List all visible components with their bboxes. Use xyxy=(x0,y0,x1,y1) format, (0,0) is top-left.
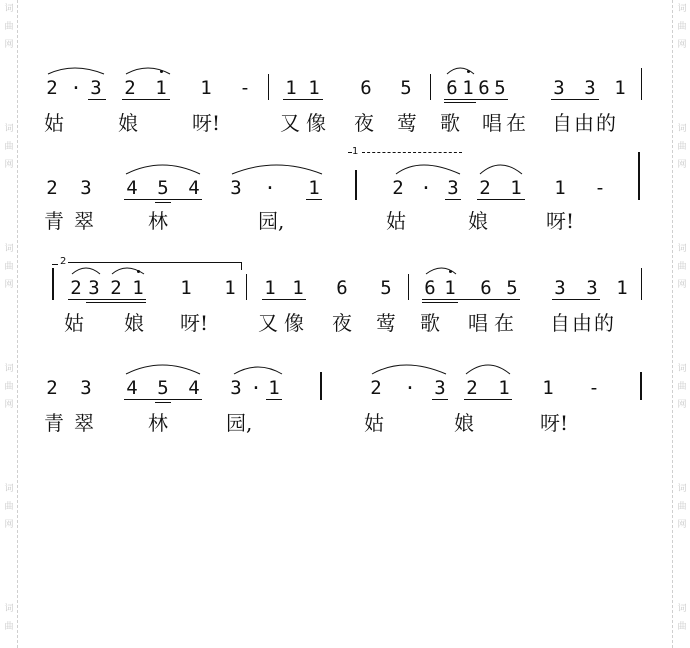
note: 6 xyxy=(336,277,348,299)
watermark-glyph: 曲 xyxy=(4,262,14,272)
note: 2 xyxy=(479,177,491,199)
watermark-glyph: 曲 xyxy=(677,382,687,392)
note: 5 xyxy=(400,77,412,99)
note: 4 xyxy=(188,377,200,399)
lyric: 园, xyxy=(226,411,253,435)
lyric: 呀! xyxy=(180,311,209,335)
note: 1 xyxy=(614,77,626,99)
lyric: 姑 xyxy=(364,411,384,435)
lyric: 青翠 xyxy=(44,411,104,435)
note: 1 xyxy=(180,277,192,299)
note: 3 xyxy=(554,277,566,299)
note: 1 xyxy=(462,77,474,99)
note: 1 xyxy=(155,77,167,99)
lyric: 娘 xyxy=(468,209,488,233)
lyric: 夜 xyxy=(354,111,374,135)
dot-note: · xyxy=(420,177,432,199)
note: 6 xyxy=(446,77,458,99)
lyric: 娘 xyxy=(124,311,144,335)
watermark-glyph: 词 xyxy=(4,244,14,254)
watermark-glyph: 词 xyxy=(677,4,687,14)
watermark-glyph: 词 xyxy=(677,364,687,374)
note: 4 xyxy=(126,377,138,399)
dash-note: - xyxy=(594,177,606,199)
watermark-glyph: 词 xyxy=(677,124,687,134)
lyric: 自由的 xyxy=(550,311,616,335)
watermark-glyph: 曲 xyxy=(4,502,14,512)
note: 5 xyxy=(157,377,169,399)
note: 1 xyxy=(132,277,144,299)
note: 6 xyxy=(478,77,490,99)
note: 4 xyxy=(126,177,138,199)
note: 1 xyxy=(510,177,522,199)
note: 1 xyxy=(285,77,297,99)
watermark-glyph: 网 xyxy=(677,400,687,410)
watermark-glyph: 曲 xyxy=(677,622,687,632)
watermark-glyph: 词 xyxy=(4,604,14,614)
lyric: 又像 xyxy=(280,111,332,135)
watermark-glyph: 网 xyxy=(4,520,14,530)
note: 2 xyxy=(124,77,136,99)
note: 5 xyxy=(506,277,518,299)
lyric: 呀! xyxy=(540,411,569,435)
note: 2 xyxy=(466,377,478,399)
note: 6 xyxy=(360,77,372,99)
note: 1 xyxy=(308,177,320,199)
lyric: 呀! xyxy=(546,209,575,233)
note: 1 xyxy=(308,77,320,99)
note: 6 xyxy=(424,277,436,299)
watermark-glyph: 词 xyxy=(4,4,14,14)
lyric: 姑 xyxy=(386,209,406,233)
lyric: 姑 xyxy=(64,311,84,335)
watermark-glyph: 网 xyxy=(677,280,687,290)
note: 3 xyxy=(230,177,242,199)
watermark-glyph: 曲 xyxy=(4,622,14,632)
note: 1 xyxy=(264,277,276,299)
note: 3 xyxy=(584,77,596,99)
lyric: 呀! xyxy=(192,111,221,135)
dot-note: · xyxy=(70,77,82,99)
lyric: 姑 xyxy=(44,111,64,135)
note: 1 xyxy=(200,77,212,99)
watermark-glyph: 词 xyxy=(677,244,687,254)
watermark-glyph: 词 xyxy=(677,604,687,614)
dot-note: · xyxy=(250,377,262,399)
note: 3 xyxy=(80,177,92,199)
note: 3 xyxy=(434,377,446,399)
watermark-glyph: 曲 xyxy=(4,22,14,32)
lyric: 唱在 xyxy=(468,311,520,335)
note: 2 xyxy=(46,77,58,99)
watermark-glyph: 曲 xyxy=(4,382,14,392)
lyric: 林 xyxy=(148,209,168,233)
note: 3 xyxy=(88,277,100,299)
dash-note: - xyxy=(239,77,251,99)
volta-2-label: 2 xyxy=(60,256,67,267)
note: 2 xyxy=(110,277,122,299)
lyric: 又像 xyxy=(258,311,310,335)
lyric: 唱在 xyxy=(482,111,530,135)
watermark-glyph: 网 xyxy=(677,160,687,170)
note: 1 xyxy=(616,277,628,299)
note: 3 xyxy=(553,77,565,99)
watermark-glyph: 曲 xyxy=(4,142,14,152)
watermark-glyph: 网 xyxy=(677,520,687,530)
watermark-glyph: 词 xyxy=(4,364,14,374)
note: 3 xyxy=(90,77,102,99)
watermark-glyph: 曲 xyxy=(677,142,687,152)
dot-note: · xyxy=(264,177,276,199)
note: 3 xyxy=(447,177,459,199)
note: 2 xyxy=(70,277,82,299)
watermark-glyph: 曲 xyxy=(677,262,687,272)
note: 1 xyxy=(554,177,566,199)
lyric: 园, xyxy=(258,209,285,233)
dash-note: - xyxy=(588,377,600,399)
volta-1-label: 1 xyxy=(352,146,359,157)
note: 2 xyxy=(392,177,404,199)
lyric: 夜 xyxy=(332,311,352,335)
note: 2 xyxy=(370,377,382,399)
watermark-glyph: 词 xyxy=(4,124,14,134)
note: 1 xyxy=(224,277,236,299)
watermark-glyph: 网 xyxy=(4,40,14,50)
watermark-glyph: 曲 xyxy=(677,502,687,512)
lyric: 莺 xyxy=(376,311,396,335)
lyric: 歌 xyxy=(440,111,460,135)
note: 1 xyxy=(444,277,456,299)
note: 5 xyxy=(157,177,169,199)
lyric: 自由的 xyxy=(552,111,618,135)
watermark-glyph: 网 xyxy=(4,400,14,410)
lyric: 林 xyxy=(148,411,168,435)
note: 1 xyxy=(268,377,280,399)
lyric: 歌 xyxy=(420,311,440,335)
watermark-glyph: 词 xyxy=(677,484,687,494)
note: 3 xyxy=(80,377,92,399)
note: 1 xyxy=(542,377,554,399)
watermark-glyph: 网 xyxy=(4,280,14,290)
note: 3 xyxy=(586,277,598,299)
lyric: 娘 xyxy=(118,111,138,135)
note: 2 xyxy=(46,177,58,199)
lyric: 青翠 xyxy=(44,209,104,233)
dot-note: · xyxy=(404,377,416,399)
watermark-glyph: 词 xyxy=(4,484,14,494)
lyric: 娘 xyxy=(454,411,474,435)
note: 5 xyxy=(494,77,506,99)
note: 4 xyxy=(188,177,200,199)
lyric: 莺 xyxy=(397,111,417,135)
note: 3 xyxy=(230,377,242,399)
note: 5 xyxy=(380,277,392,299)
watermark-glyph: 曲 xyxy=(677,22,687,32)
note: 1 xyxy=(292,277,304,299)
note: 2 xyxy=(46,377,58,399)
watermark-glyph: 网 xyxy=(4,160,14,170)
note: 1 xyxy=(498,377,510,399)
note: 6 xyxy=(480,277,492,299)
watermark-glyph: 网 xyxy=(677,40,687,50)
